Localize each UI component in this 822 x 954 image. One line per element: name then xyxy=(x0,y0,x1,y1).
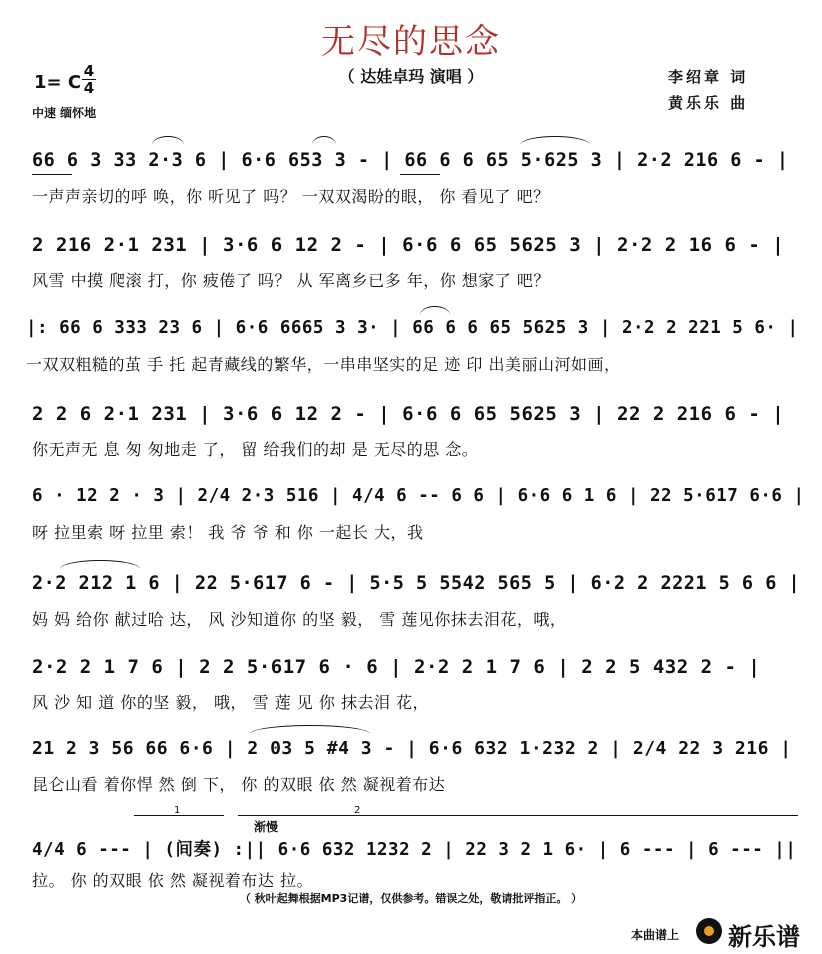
lyrics-row-9: 拉。 你 的双眼 依 然 凝视着布达 拉。 xyxy=(32,871,314,890)
volta-bracket-2 xyxy=(238,815,798,816)
meter-bottom: 4 xyxy=(83,79,95,97)
lyrics-row-4: 你无声无 息 匆 匆地走 了， 留 给我们的却 是 无尽的思 念。 xyxy=(32,440,479,459)
slur-mark xyxy=(420,306,450,315)
source-credit: 本曲谱上 xyxy=(631,928,680,942)
lyrics-row-5: 呀 拉里索 呀 拉里 索！ 我 爷 爷 和 你 一起长 大，我 xyxy=(32,523,424,542)
beam-line xyxy=(32,174,72,175)
composer-credit: 黄乐乐 曲 xyxy=(668,94,749,112)
notes-row-8: 21 2 3 56 66 6·6 | 2 03 5 #4 3 - | 6·6 632 1·232 2 | 2/4 22 3 216 | xyxy=(32,738,792,759)
lyrics-row-2: 风雪 中摸 爬滚 打，你 疲倦了 吗？ 从 军离乡已多 年，你 想家了 吧？ xyxy=(32,271,550,290)
notes-row-9: 4/4 6 --- | (间奏) :|| 6·6 632 1232 2 | 22 3 2 1 6· | 6 --- | 6 --- || xyxy=(32,840,797,860)
slur-mark xyxy=(60,560,140,569)
notes-row-7: 2·2 2 1 7 6 | 2 2 5·617 6 · 6 | 2·2 2 1 7 6 | 2 2 5 432 2 - | xyxy=(32,656,761,678)
volta-number-2: 2 xyxy=(354,805,361,816)
key-signature: 1= C xyxy=(34,72,82,93)
brand-name: 新乐谱 xyxy=(728,923,800,951)
time-signature xyxy=(82,64,96,95)
lyrics-row-3: 一双双粗糙的茧 手 托 起青藏线的繁华，一串串坚实的足 迹 印 出美丽山河如画， xyxy=(26,355,621,374)
lyricist-credit: 李绍章 词 xyxy=(668,68,749,86)
page-title: 无尽的思念 xyxy=(321,22,501,62)
notes-row-2: 2 216 2·1 231 | 3·6 6 12 2 - | 6·6 6 65 5625 3 | 2·2 2 16 6 - | xyxy=(32,234,785,256)
notes-row-6: 2·2 212 1 6 | 22 5·617 6 - | 5·5 5 5542 565 5 | 6·2 2 2221 5 6 6 | xyxy=(32,573,801,594)
beam-line xyxy=(400,174,440,175)
notes-row-4: 2 2 6 2·1 231 | 3·6 6 12 2 - | 6·6 6 65 5625 3 | 22 2 216 6 - | xyxy=(32,403,785,425)
slur-mark xyxy=(250,725,370,734)
volta-number-1: 1 xyxy=(174,805,181,816)
transcription-footnote: （ 秋叶起舞根据MP3记谱，仅供参考。错误之处，敬请批评指正。 ） xyxy=(239,892,583,905)
slur-mark xyxy=(312,136,336,145)
lyrics-row-7: 风 沙 知 道 你的坚 毅， 哦， 雪 莲 见 你 抹去泪 花， xyxy=(32,693,430,712)
notes-row-5: 6 · 12 2 · 3 | 2/4 2·3 516 | 4/4 6 -- 6 6 | 6·6 6 1 6 | 22 5·617 6·6 | xyxy=(32,486,805,506)
slur-mark xyxy=(520,136,590,145)
brand-logo-icon xyxy=(696,918,722,944)
meter-top: 4 xyxy=(83,62,95,80)
tempo-change-marking: 渐慢 xyxy=(254,820,279,834)
tempo-marking: 中速 缅怀地 xyxy=(32,106,97,120)
lyrics-row-6: 妈 妈 给你 献过哈 达， 风 沙知道你 的坚 毅， 雪 莲见你抹去泪花，哦， xyxy=(32,610,567,629)
performer-subtitle: （ 达娃卓玛 演唱 ） xyxy=(338,67,484,86)
notes-row-1: 66 6 3 33 2·3 6 | 6·6 653 3 - | 66 6 6 65 5·625 3 | 2·2 216 6 - | xyxy=(32,150,789,171)
lyrics-row-1: 一声声亲切的呼 唤，你 听见了 吗？ 一双双渴盼的眼， 你 看见了 吧？ xyxy=(32,187,550,206)
lyrics-row-8: 昆仑山看 着你悍 然 倒 下， 你 的双眼 依 然 凝视着布达 xyxy=(32,775,446,794)
notes-row-3: |: 66 6 333 23 6 | 6·6 6665 3 3· | 66 6 6 65 5625 3 | 2·2 2 221 5 6· | xyxy=(26,318,799,338)
slur-mark xyxy=(152,136,184,145)
